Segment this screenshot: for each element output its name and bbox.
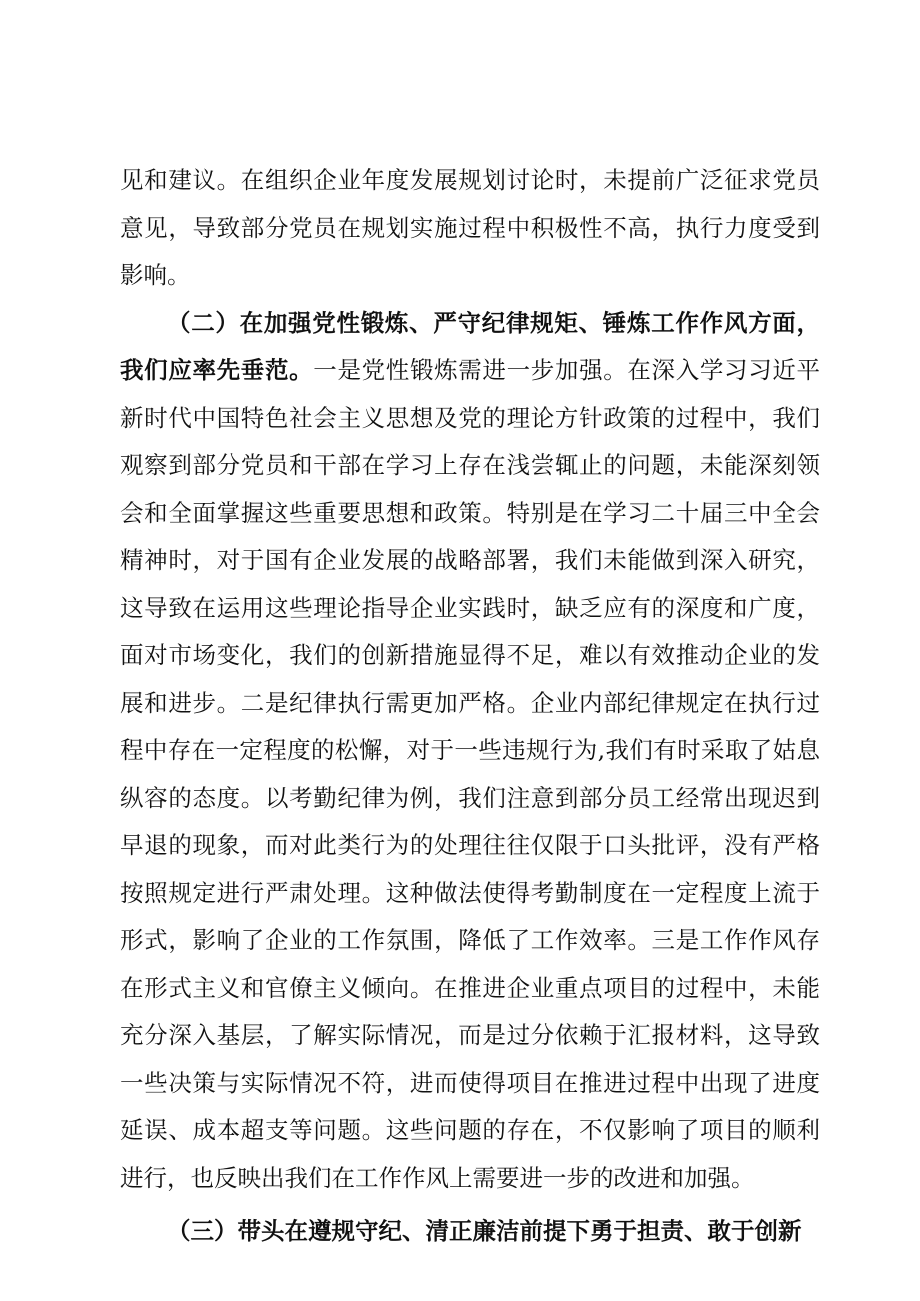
paragraph-section-two bbox=[120, 300, 820, 1203]
section-three-heading: （三）带头在遵规守纪、清正廉洁前提下勇于担责、敢于创新 bbox=[167, 1217, 802, 1245]
paragraph-continuation: 见和建议。在组织企业年度发展规划讨论时，未提前广泛征求党员意见，导致部分党员在规划实施过程中积极性不高，执行力度受到影响。 bbox=[120, 166, 820, 289]
section-two-body: 一是党性锻炼需进一步加强。在深入学习习近平新时代中国特色社会主义思想及党的理论方针政策的过程中，我们观察到部分党员和干部在学习上存在浅尝辄止的问题，未能深刻领会和全面掌握这些重要思想和政策。特别是在学习二十届三中全会精神时，对于国有企业发展的战略部署，我们未能做到深入研究，这导致在运用这些理论指导企业实践时，缺乏应有的深度和广度，面对市场变化，我们的创新措施显得不足，难以有效推动企业的发展和进步。二是纪律执行需更加严格。企业内部纪律规定在执行过程中存在一定程度的松懈，对于一些违规行为,我们有时采取了姑息纵容的态度。以考勤纪律为例，我们注意到部分员工经常出现迟到早退的现象，而对此类行为的处理往往仅限于口头批评，没有严格按照规定进行严肃处理。这种做法使得考勤制度在一定程度上流于形式，影响了企业的工作氛围，降低了工作效率。三是工作作风存在形式主义和官僚主义倾向。在推进企业重点项目的过程中，未能充分深入基层，了解实际情况，而是过分依赖于汇报材料，这导致一些决策与实际情况不符，进而使得项目在推进过程中出现了进度延误、成本超支等问题。这些问题的存在，不仅影响了项目的顺利进行，也反映出我们在工作作风上需要进一步的改进和加强。 bbox=[120, 356, 821, 1192]
document-body bbox=[120, 157, 820, 1256]
section-two-heading: （二）在加强党性锻炼、严守纪律规矩、锤炼工作作风方面，我们应率先垂范。 bbox=[120, 308, 820, 384]
